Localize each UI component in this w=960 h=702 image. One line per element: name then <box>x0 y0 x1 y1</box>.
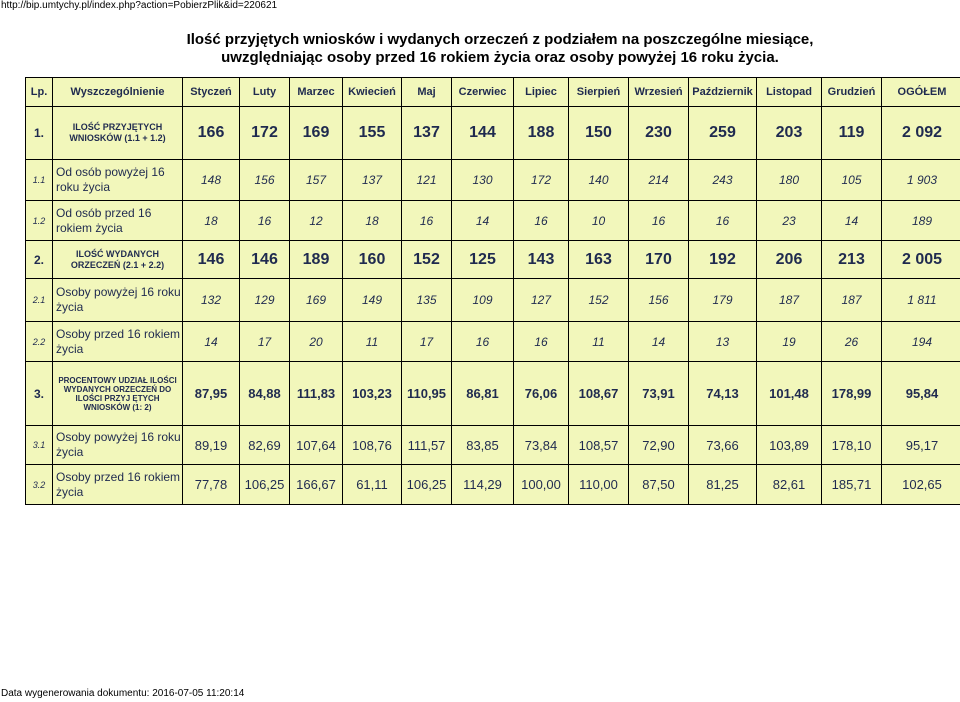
month-value: 72,90 <box>629 426 689 465</box>
month-value: 76,06 <box>514 362 569 426</box>
month-value: 107,64 <box>290 426 343 465</box>
row-number: 2.1 <box>26 279 53 322</box>
title-line-1: Ilość przyjętych wniosków i wydanych orzeczeń z podziałem na poszczególne miesiące, <box>186 31 814 48</box>
month-value: 103,23 <box>343 362 402 426</box>
month-value: 14 <box>452 201 514 241</box>
header-month: Październik <box>689 78 757 107</box>
month-value: 146 <box>240 241 290 279</box>
month-value: 130 <box>452 160 514 201</box>
title-line-2: uwzględniając osoby przed 16 rokiem życia oraz osoby powyżej 16 roku życia. <box>221 49 779 66</box>
month-value: 110,95 <box>402 362 452 426</box>
row-number: 1. <box>26 107 53 160</box>
month-value: 89,19 <box>183 426 240 465</box>
month-value: 11 <box>343 322 402 362</box>
month-value: 152 <box>569 279 629 322</box>
row-number: 3. <box>26 362 53 426</box>
month-value: 109 <box>452 279 514 322</box>
month-value: 140 <box>569 160 629 201</box>
total-value: 1 811 <box>882 279 960 322</box>
row-number: 2. <box>26 241 53 279</box>
month-value: 19 <box>757 322 822 362</box>
month-value: 106,25 <box>402 465 452 505</box>
table-row-r3 <box>26 362 960 426</box>
header-total: OGÓŁEM <box>882 78 960 107</box>
month-value: 135 <box>402 279 452 322</box>
month-value: 206 <box>757 241 822 279</box>
row-number: 3.1 <box>26 426 53 465</box>
header-month: Listopad <box>757 78 822 107</box>
month-value: 178,99 <box>822 362 882 426</box>
total-value: 194 <box>882 322 960 362</box>
header-month: Sierpień <box>569 78 629 107</box>
source-url: http://bip.umtychy.pl/index.php?action=PobierzPlik&id=220621 <box>1 0 278 11</box>
total-value: 2 092 <box>882 107 960 160</box>
month-value: 188 <box>514 107 569 160</box>
month-value: 155 <box>343 107 402 160</box>
month-value: 16 <box>514 322 569 362</box>
header-month: Wrzesień <box>629 78 689 107</box>
month-value: 108,76 <box>343 426 402 465</box>
month-value: 13 <box>689 322 757 362</box>
month-value: 160 <box>343 241 402 279</box>
row-description: ILOŚĆ WYDANYCH ORZECZEŃ (2.1 + 2.2) <box>53 241 183 279</box>
month-value: 16 <box>402 201 452 241</box>
month-value: 111,83 <box>290 362 343 426</box>
month-value: 166,67 <box>290 465 343 505</box>
month-value: 150 <box>569 107 629 160</box>
month-value: 149 <box>343 279 402 322</box>
month-value: 17 <box>240 322 290 362</box>
row-description: PROCENTOWY UDZIAŁ ILOŚCI WYDANYCH ORZECZEŃ DO ILOŚCI PRZYJ ĘTYCH WNIOSKÓW (1: 2) <box>53 362 183 426</box>
month-value: 73,84 <box>514 426 569 465</box>
table-row-r1 <box>26 107 960 160</box>
month-value: 187 <box>757 279 822 322</box>
month-value: 137 <box>402 107 452 160</box>
table-row-r12 <box>26 201 960 241</box>
month-value: 14 <box>629 322 689 362</box>
month-value: 179 <box>689 279 757 322</box>
month-value: 106,25 <box>240 465 290 505</box>
month-value: 105 <box>822 160 882 201</box>
month-value: 103,89 <box>757 426 822 465</box>
statistics-table <box>25 77 960 505</box>
month-value: 86,81 <box>452 362 514 426</box>
table-row-r21 <box>26 279 960 322</box>
month-value: 110,00 <box>569 465 629 505</box>
month-value: 16 <box>629 201 689 241</box>
row-number: 1.1 <box>26 160 53 201</box>
total-value: 1 903 <box>882 160 960 201</box>
month-value: 111,57 <box>402 426 452 465</box>
month-value: 61,11 <box>343 465 402 505</box>
header-month: Lipiec <box>514 78 569 107</box>
table-row-r2 <box>26 241 960 279</box>
header-row <box>26 78 960 107</box>
month-value: 12 <box>290 201 343 241</box>
row-description: Osoby powyżej 16 roku życia <box>53 426 183 465</box>
month-value: 87,50 <box>629 465 689 505</box>
row-number: 3.2 <box>26 465 53 505</box>
month-value: 18 <box>183 201 240 241</box>
month-value: 169 <box>290 279 343 322</box>
month-value: 83,85 <box>452 426 514 465</box>
table-row-r11 <box>26 160 960 201</box>
table-row-r32 <box>26 465 960 505</box>
month-value: 169 <box>290 107 343 160</box>
month-value: 121 <box>402 160 452 201</box>
row-description: Osoby powyżej 16 roku życia <box>53 279 183 322</box>
month-value: 213 <box>822 241 882 279</box>
month-value: 129 <box>240 279 290 322</box>
row-number: 1.2 <box>26 201 53 241</box>
header-month: Grudzień <box>822 78 882 107</box>
month-value: 108,67 <box>569 362 629 426</box>
month-value: 73,91 <box>629 362 689 426</box>
total-value: 95,84 <box>882 362 960 426</box>
month-value: 81,25 <box>689 465 757 505</box>
month-value: 144 <box>452 107 514 160</box>
row-description: Osoby przed 16 rokiem życia <box>53 465 183 505</box>
row-description: Osoby przed 16 rokiem życia <box>53 322 183 362</box>
month-value: 172 <box>514 160 569 201</box>
month-value: 146 <box>183 241 240 279</box>
total-value: 95,17 <box>882 426 960 465</box>
month-value: 84,88 <box>240 362 290 426</box>
table-row-r22 <box>26 322 960 362</box>
month-value: 17 <box>402 322 452 362</box>
month-value: 14 <box>822 201 882 241</box>
month-value: 143 <box>514 241 569 279</box>
table-row-r31 <box>26 426 960 465</box>
header-month: Styczeń <box>183 78 240 107</box>
header-month: Maj <box>402 78 452 107</box>
month-value: 148 <box>183 160 240 201</box>
month-value: 119 <box>822 107 882 160</box>
month-value: 132 <box>183 279 240 322</box>
month-value: 18 <box>343 201 402 241</box>
month-value: 77,78 <box>183 465 240 505</box>
row-number: 2.2 <box>26 322 53 362</box>
month-value: 14 <box>183 322 240 362</box>
month-value: 230 <box>629 107 689 160</box>
month-value: 10 <box>569 201 629 241</box>
header-month: Luty <box>240 78 290 107</box>
header-month: Marzec <box>290 78 343 107</box>
month-value: 203 <box>757 107 822 160</box>
month-value: 16 <box>452 322 514 362</box>
month-value: 127 <box>514 279 569 322</box>
header-month: Kwiecień <box>343 78 402 107</box>
generation-date: Data wygenerowania dokumentu: 2016-07-05 11:20:14 <box>1 688 245 699</box>
month-value: 73,66 <box>689 426 757 465</box>
row-description: Od osób przed 16 rokiem życia <box>53 201 183 241</box>
month-value: 259 <box>689 107 757 160</box>
month-value: 152 <box>402 241 452 279</box>
month-value: 23 <box>757 201 822 241</box>
month-value: 243 <box>689 160 757 201</box>
total-value: 102,65 <box>882 465 960 505</box>
month-value: 192 <box>689 241 757 279</box>
header-description: Wyszczególnienie <box>53 78 183 107</box>
month-value: 108,57 <box>569 426 629 465</box>
month-value: 156 <box>240 160 290 201</box>
month-value: 163 <box>569 241 629 279</box>
month-value: 185,71 <box>822 465 882 505</box>
month-value: 214 <box>629 160 689 201</box>
month-value: 166 <box>183 107 240 160</box>
month-value: 170 <box>629 241 689 279</box>
month-value: 16 <box>689 201 757 241</box>
month-value: 82,61 <box>757 465 822 505</box>
total-value: 2 005 <box>882 241 960 279</box>
month-value: 156 <box>629 279 689 322</box>
month-value: 178,10 <box>822 426 882 465</box>
month-value: 189 <box>290 241 343 279</box>
month-value: 74,13 <box>689 362 757 426</box>
total-value: 189 <box>882 201 960 241</box>
month-value: 137 <box>343 160 402 201</box>
row-description: ILOŚĆ PRZYJĘTYCH WNIOSKÓW (1.1 + 1.2) <box>53 107 183 160</box>
row-description: Od osób powyżej 16 roku życia <box>53 160 183 201</box>
document-title <box>180 31 820 67</box>
month-value: 20 <box>290 322 343 362</box>
month-value: 16 <box>514 201 569 241</box>
month-value: 172 <box>240 107 290 160</box>
month-value: 16 <box>240 201 290 241</box>
month-value: 157 <box>290 160 343 201</box>
month-value: 87,95 <box>183 362 240 426</box>
month-value: 26 <box>822 322 882 362</box>
month-value: 82,69 <box>240 426 290 465</box>
month-value: 114,29 <box>452 465 514 505</box>
month-value: 125 <box>452 241 514 279</box>
header-month: Czerwiec <box>452 78 514 107</box>
month-value: 180 <box>757 160 822 201</box>
month-value: 101,48 <box>757 362 822 426</box>
month-value: 187 <box>822 279 882 322</box>
header-lp: Lp. <box>26 78 53 107</box>
month-value: 100,00 <box>514 465 569 505</box>
month-value: 11 <box>569 322 629 362</box>
